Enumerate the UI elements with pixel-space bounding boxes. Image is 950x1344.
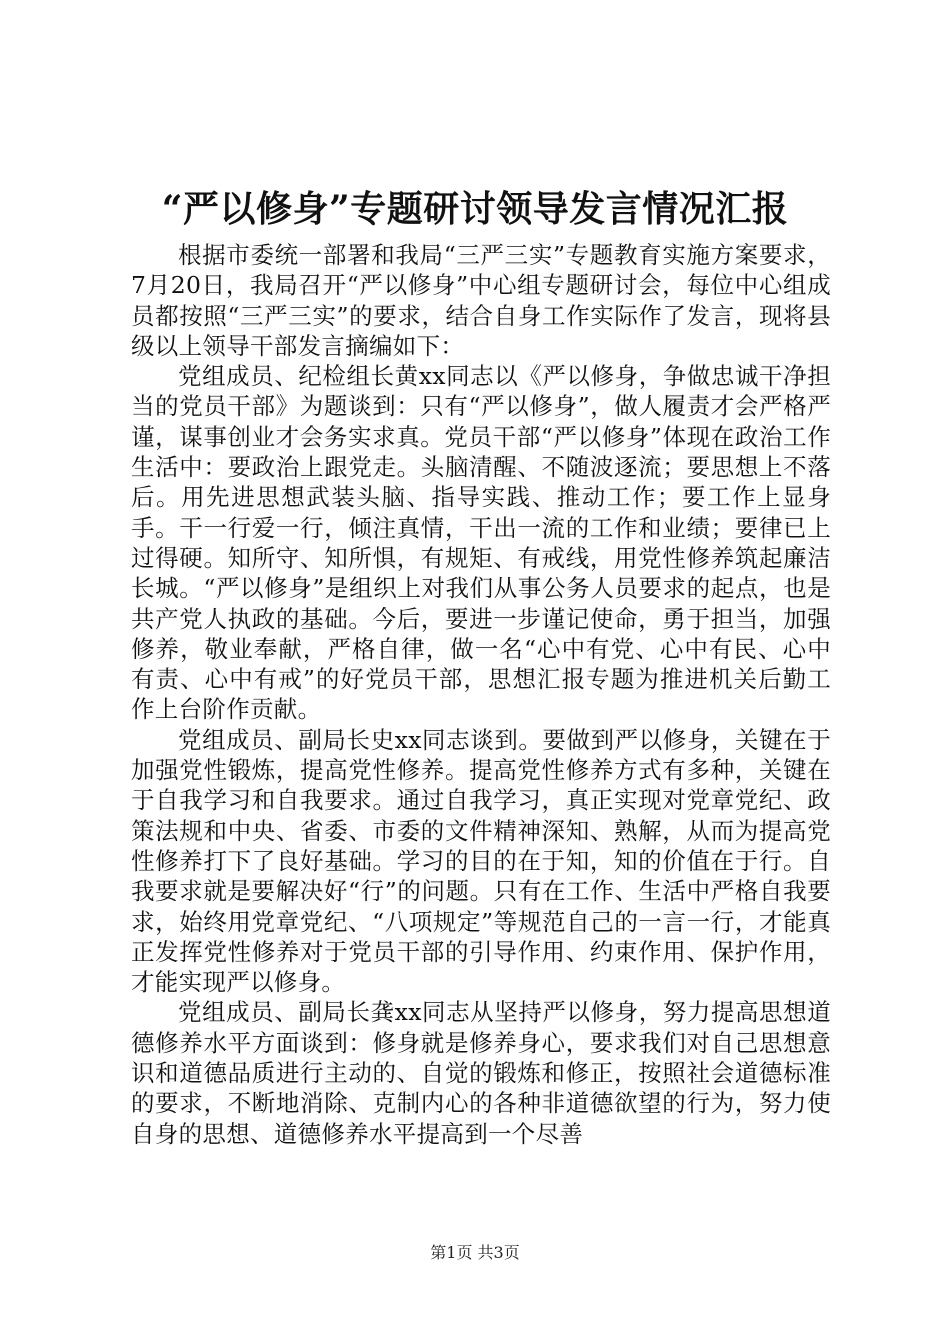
document-title: “严以修身”专题研讨领导发言情况汇报 <box>161 188 789 230</box>
paragraph-shi: 党组成员、副局长史xx同志谈到。要做到严以修身，关键在于加强党性锻炼，提高党性修养。提高党性修养方式有多种，关键在于自我学习和自我要求。通过自我学习，真正实现对党章党纪、政策法规和中央、省委、市委的文件精神深知、熟解，从而为提高党性修养打下了良好基础。学习的目的在于知，知的价值在于行。自我要求就是要解决好“行”的问题。只有在工作、生活中严格自我要求，始终用党章党纪、“八项规定”等规范自己的一言一行，才能真正发挥党性修养对于党员干部的引导作用、约束作用、保护作用，才能实现严以修身。 <box>131 725 831 997</box>
paragraph-gong: 党组成员、副局长龚xx同志从坚持严以修身，努力提高思想道德修养水平方面谈到：修身就是修养身心，要求我们对自己思想意识和道德品质进行主动的、自觉的锻炼和修正，按照社会道德标准的要求，不断地消除、克制内心的各种非道德欲望的行为，努力使自身的思想、道德修养水平提高到一个尽善 <box>131 998 831 1148</box>
document-body <box>131 240 831 1149</box>
page-number-footer: 第1页 共3页 <box>430 1243 520 1262</box>
paragraph-intro: 根据市委统一部署和我局“三严三实”专题教育实施方案要求，7月20日，我局召开“严以修身”中心组专题研讨会，每位中心组成员都按照“三严三实”的要求，结合自身工作实际作了发言，现将县级以上领导干部发言摘编如下： <box>131 241 831 360</box>
paragraph-huang: 党组成员、纪检组长黄xx同志以《严以修身，争做忠诚干净担当的党员干部》为题谈到：只有“严以修身”，做人履责才会严格严谨，谋事创业才会务实求真。党员干部“严以修身”体现在政治工作生活中：要政治上跟党走。头脑清醒、不随波逐流；要思想上不落后。用先进思想武装头脑、指导实践、推动工作；要工作上显身手。干一行爱一行，倾注真情，干出一流的工作和业绩；要律已上过得硬。知所守、知所惧，有规矩、有戒线，用党性修养筑起廉洁长城。“严以修身”是组织上对我们从事公务人员要求的起点，也是共产党人执政的基础。今后，要进一步谨记使命，勇于担当，加强修养，敬业奉献，严格自律，做一名“心中有党、心中有民、心中有责、心中有戒”的好党员干部，思想汇报专题为推进机关后勤工作上台阶作贡献。 <box>131 362 831 724</box>
